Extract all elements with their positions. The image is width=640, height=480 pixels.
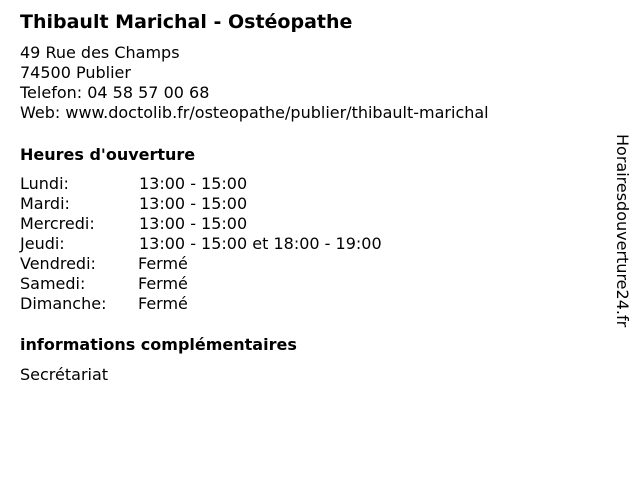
time-value: 13:00 - 15:00 et 18:00 - 19:00	[139, 234, 382, 253]
day-label: Vendredi:	[20, 254, 96, 273]
time-value: Fermé	[138, 254, 188, 273]
day-label: Lundi:	[20, 174, 69, 193]
website-link: Web: www.doctolib.fr/osteopathe/publier/thibault-marichal	[20, 103, 489, 122]
page-title: Thibault Marichal - Ostéopathe	[20, 11, 353, 33]
additional-info-text: Secrétariat	[20, 365, 109, 384]
postal-city: 74500 Publier	[20, 63, 131, 82]
time-value: Fermé	[138, 294, 188, 313]
day-label: Dimanche:	[20, 294, 107, 313]
day-label: Mardi:	[20, 194, 70, 213]
opening-hours-heading: Heures d'ouverture	[20, 145, 196, 164]
day-label: Samedi:	[20, 274, 86, 293]
address-block	[20, 43, 489, 123]
additional-info-heading: informations complémentaires	[20, 335, 297, 354]
time-value: 13:00 - 15:00	[139, 174, 248, 193]
site-watermark: Horairesdouverture24.fr	[613, 134, 632, 328]
time-value: 13:00 - 15:00	[139, 214, 248, 233]
day-label: Mercredi:	[20, 214, 95, 233]
time-value: 13:00 - 15:00	[139, 194, 248, 213]
street-address: 49 Rue des Champs	[20, 43, 180, 62]
phone-number: Telefon: 04 58 57 00 68	[20, 83, 210, 102]
day-label: Jeudi:	[20, 234, 65, 253]
time-value: Fermé	[138, 274, 188, 293]
